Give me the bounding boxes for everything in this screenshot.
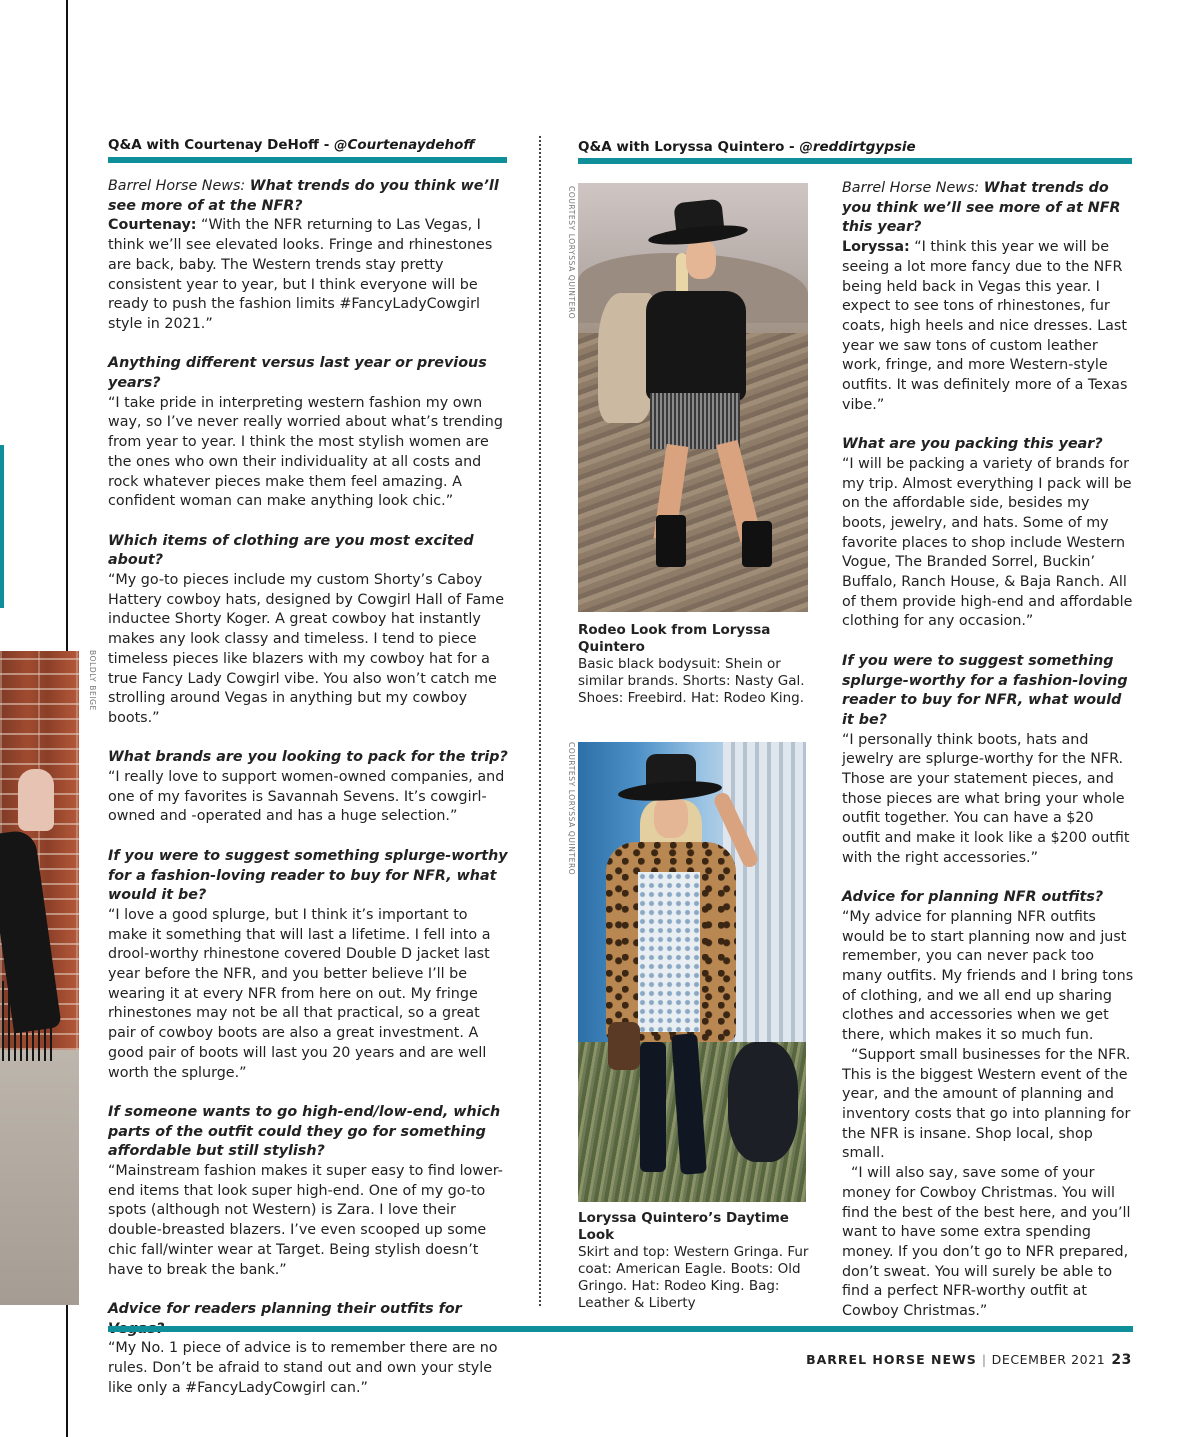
left-column-title (108, 137, 475, 153)
qa-item (108, 354, 508, 512)
left-intro (108, 177, 508, 335)
left-title-rule (108, 157, 507, 163)
caption-rodeo-look (578, 622, 808, 707)
photo-daytime-look (578, 742, 806, 1202)
caption-daytime-look (578, 1210, 810, 1312)
photo-credit-top: COURTESY LORYSSA QUINTERO (567, 186, 576, 320)
side-photo-fragment (0, 651, 79, 1305)
raised-fist (18, 769, 54, 831)
trailer-wheel (728, 1042, 798, 1162)
page-number: 23 (1111, 1352, 1132, 1368)
question: If someone wants to go high-end/low-end, which parts of the outfit could they go for something affordable but still stylish? (108, 1103, 501, 1160)
footer-rule (108, 1326, 1133, 1332)
question: If you were to suggest something splurge-worthy for a fashion-loving reader to buy for NFR, what would it be? (842, 652, 1128, 728)
answer: “I will be packing a variety of brands for my trip. Almost everything I pack will be on the affordable side, besides my boots, jewelry, and hats. Some of my favorite places to shop include Western Vogue, The Branded Sorrel, Buckin’ Buffalo, Ranch House, & Baja Ranch. All of them provide high-end and affordable clothing for any occasion.” (842, 455, 1133, 630)
boot (656, 515, 686, 567)
caption-text: Skirt and top: Western Gringa. Fur coat: American Eagle. Boots: Old Gringo. Hat: Rodeo King. Bag: Leather & Liberty (578, 1244, 809, 1311)
backpack (608, 1022, 640, 1070)
page-footer (806, 1352, 1132, 1368)
answer: “My go-to pieces include my custom Shorty’s Caboy Hattery cowboy hats, designed by Cowgirl Hall of Fame inductee Shorty Koger. A great cowboy hat instantly makes any look classy and timeless. I tend to piece timeless pieces like blazers with my cowboy hat for a true Fancy Lady Cowgirl vibe. You also won’t catch me strolling around Vegas in anything but my cowboy boots.” (108, 572, 505, 726)
boot (742, 521, 772, 567)
right-title-text: Q&A with Loryssa Quintero - (578, 139, 800, 155)
answer-part: “My advice for planning NFR outfits would be to start planning now and just remember, you can never pack too many outfits. My friends and I bring tons of clothing, and we all end up sharing clothes and accessories when we get there, which makes it so much fun. (842, 908, 1134, 1044)
question: What are you packing this year? (842, 436, 1103, 453)
answer: “I really love to support women-owned companies, and one of my favorites is Savannah Sevens. It’s cowgirl-owned and -operated and has a huge selection.” (108, 769, 505, 825)
source-label: Barrel Horse News: (108, 178, 250, 194)
qa-item (108, 847, 508, 1083)
answer: “I think this year we will be seeing a lot more fancy due to the NFR being held back in Vegas this year. I expect to see tons of rhinestones, fur coats, high heels and nice dresses. Last year we saw tons of custom leather work, fringe, and more Western-style outfits. It was definitely more of a Texas vibe.” (842, 239, 1128, 413)
speaker-label: Loryssa: (842, 239, 910, 256)
printed-dress (638, 872, 700, 1032)
left-title-handle: @Courtenaydehoff (334, 137, 475, 153)
right-title-handle: @reddirtgypsie (799, 139, 916, 155)
answer: “My No. 1 piece of advice is to remember there are no rules. Don’t be afraid to stand out and own your style like only a #FancyLadyCowgirl can.” (108, 1340, 498, 1396)
qa-item (108, 748, 508, 827)
caption-text: Basic black bodysuit: Shein or similar brands. Shorts: Nasty Gal. Shoes: Freebird. Hat: Rodeo King. (578, 656, 805, 706)
right-intro (842, 179, 1134, 415)
qa-item (108, 1300, 508, 1399)
question: Advice for readers planning their outfits for (108, 1300, 462, 1317)
issue-date: DECEMBER 2021 (991, 1352, 1106, 1367)
answer-part: “I will also say, save some of your money for Cowboy Christmas. You will find the best of the best here, and you’ll want to have some extra spending money. If you don’t go to NFR prepared, don’t sweat. You will surely be able to find a perfect NFR-worthy outfit at Cowboy Christmas.” (842, 1165, 1131, 1320)
qa-item-advice (842, 888, 1134, 1321)
answer: “Mainstream fashion makes it super easy to find lower-end items that look super high-end. One of my go-to spots (although not Western) is Zara. I love their double-breasted blazers. I’ve even scooped up some chic fall/winter wear at Target. Being stylish doesn’t have to break the bank.” (108, 1163, 503, 1278)
column-divider (539, 136, 541, 1306)
caption-title: Rodeo Look from Loryssa Quintero (578, 622, 771, 655)
photo-rodeo-look (578, 183, 808, 612)
face (654, 796, 688, 838)
question: What brands are you looking to pack for the trip? (108, 749, 508, 766)
photo-credit-side: BOLDLY BEIGE (88, 650, 97, 711)
face (686, 239, 716, 279)
qa-item (842, 435, 1134, 632)
right-column-body (842, 179, 1134, 1322)
answer: “With the NFR returning to Las Vegas, I think we’ll see elevated looks. Fringe and rhinestones are back, baby. The Western trends stay pretty consistent year to year, but I think everyone will be ready to push the fashion limits #FancyLadyCowgirl style in 2021.” (108, 217, 493, 332)
answer: “I love a good splurge, but I think it’s important to make it something that will last a lifetime. I fell into a drool-worthy rhinestone covered Double D jacket last year before the NFR, and you better believe I’ll be wearing it at every NFR from here on out. My fringe rhinestones may not be all that practical, so a great pair of cowboy boots are also a great investment. A good pair of boots will last you 20 years and are well worth the splurge.” (108, 906, 491, 1081)
qa-item (108, 1103, 508, 1280)
qa-item (108, 532, 508, 729)
answer-part: “Support small businesses for the NFR. This is the biggest Western event of the year, and the amount of planning and inventory costs that go into planning for the NFR is insane. Shop local, shop small. (842, 1046, 1131, 1162)
sidewalk (0, 1050, 79, 1305)
magazine-name: BARREL HORSE NEWS (806, 1352, 977, 1367)
jacket-fringe (2, 981, 52, 1061)
question: What trends do you think we’ll see more of at NFR this year? (842, 180, 1121, 236)
question: If you were to suggest something splurge-worthy for a fashion-loving reader to buy for NFR, what would it be? (108, 847, 508, 904)
right-title-rule (578, 158, 1132, 164)
answer: “I personally think boots, hats and jewelry are splurge-worthy for the NFR. Those are your statement pieces, and those pieces are what bring your whole outfit together. You can have a $20 outfit and make it look like a $200 outfit with the right accessories.” (842, 731, 1130, 866)
left-title-text: Q&A with Courtenay DeHoff - (108, 137, 334, 153)
black-bodysuit (646, 291, 746, 401)
question: What trends do you think we’ll see more of at the NFR? (108, 178, 499, 214)
question: Advice for planning NFR outfits? (842, 889, 1104, 906)
footer-separator: | (981, 1352, 987, 1367)
question: Which items of clothing are you most excited about? (108, 532, 474, 569)
caption-title: Loryssa Quintero’s Daytime Look (578, 1210, 789, 1243)
hat-brim (617, 778, 722, 803)
qa-item (842, 652, 1134, 869)
accent-bar (0, 445, 4, 608)
right-column-title (578, 139, 916, 155)
fringe-shorts (650, 393, 740, 449)
boot (640, 1042, 666, 1172)
photo-credit-bottom: COURTESY LORYSSA QUINTERO (567, 742, 576, 876)
left-column-body (108, 177, 508, 1399)
question: Anything different versus last year or previous years? (108, 355, 487, 392)
speaker-label: Courtenay: (108, 217, 197, 234)
source-label: Barrel Horse News: (842, 180, 984, 196)
answer: “I take pride in interpreting western fashion my own way, so I’ve never really worried about what’s trending from year to year. I think the most stylish women are the ones who own their individuality at all costs and rock whatever pieces make them feel amazing. A confident woman can make anything look chic.” (108, 394, 503, 510)
